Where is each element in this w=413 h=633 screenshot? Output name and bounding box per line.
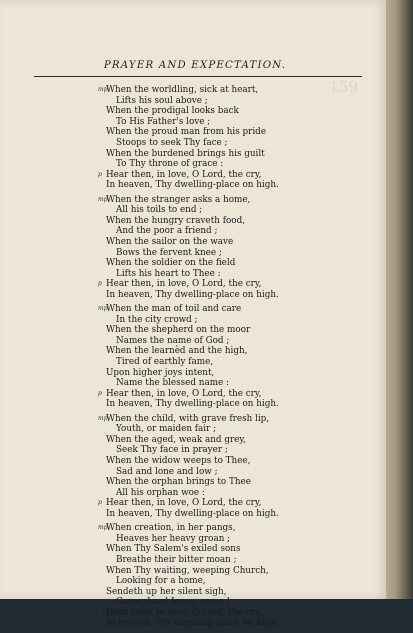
verse-line <box>106 205 356 216</box>
verse-line <box>106 378 356 389</box>
verse-line <box>106 435 356 446</box>
verse-line-text: Stoops to seek Thy face ; <box>116 137 228 148</box>
dynamic-marking: mp <box>98 86 108 93</box>
verse-line <box>106 566 356 577</box>
verse-line <box>106 258 356 269</box>
verse-line <box>106 509 356 520</box>
verse-line-text: Come, Lord Jesus, come ! <box>116 597 231 608</box>
verse-line-text: When the hungry craveth food, <box>106 215 246 226</box>
verse-line <box>106 325 356 336</box>
verse-line-text: Hear then, in love, O Lord, the cry, <box>106 388 262 399</box>
dynamic-marking: p <box>98 499 102 507</box>
verse-line <box>98 523 356 534</box>
verse-line <box>106 149 356 160</box>
verse-line <box>106 315 356 326</box>
verse-line-text: Bows the fervent knee ; <box>116 247 222 258</box>
verse-line-text: When the soldier on the field <box>106 258 236 269</box>
verse-line-text: When the sailor on the wave <box>106 236 234 247</box>
hymn-text <box>98 85 356 633</box>
verse-line <box>106 445 356 456</box>
verse-line-text: In heaven, Thy dwelling-place on high. <box>106 180 279 191</box>
verse-line-text: When the shepherd on the moor <box>106 325 251 336</box>
stanza <box>98 304 356 410</box>
verse-line-text: Lifts his soul above ; <box>116 95 208 106</box>
verse-line <box>106 248 356 259</box>
verse-line <box>106 336 356 347</box>
dynamic-marking: mp <box>98 305 108 313</box>
verse-line <box>98 194 356 206</box>
verse-line-text: When the aged, weak and grey, <box>106 434 246 445</box>
verse-line <box>106 587 356 598</box>
verse-line-text: Names the name of God ; <box>116 335 230 346</box>
verse-line-text: Youth, or maiden fair ; <box>116 424 217 435</box>
verse-line <box>98 169 356 181</box>
verse-line-text: Hear then, in love, O Lord, the cry, <box>106 607 262 618</box>
verse-line-text: When Thy waiting, weeping Church, <box>106 565 269 576</box>
verse-line <box>98 413 356 425</box>
header-rule <box>34 76 362 77</box>
verse-line-text: When the prodigal looks back <box>106 106 239 117</box>
verse-line-text: When the stranger asks a home, <box>106 194 251 205</box>
verse-line-text: In the city crowd ; <box>116 314 198 325</box>
verse-line-text: To Thy throne of grace : <box>116 159 224 170</box>
verse-line <box>106 138 356 149</box>
verse-line-text: When the proud man from his pride <box>106 127 267 138</box>
verse-line-text: Lifts his heart to Thee : <box>116 268 221 279</box>
dynamic-marking: mp <box>98 524 108 532</box>
verse-line <box>98 304 356 315</box>
verse-line <box>106 534 356 545</box>
dynamic-marking: mp <box>98 195 108 203</box>
verse-line <box>106 368 356 379</box>
verse-line <box>106 555 356 566</box>
verse-line-text: When creation, in her pangs, <box>106 523 236 534</box>
verse-line <box>106 127 356 138</box>
verse-line <box>106 159 356 170</box>
verse-line-text: Hear then, in love, O Lord, the cry, <box>106 279 262 290</box>
verse-line <box>106 117 356 128</box>
verse-line-text: When the man of toil and care <box>106 304 242 315</box>
verse-line-text: Looking for a home, <box>116 576 206 587</box>
verse-line-text: When the orphan brings to Thee <box>106 477 251 488</box>
stanza <box>98 85 356 191</box>
verse-line <box>106 226 356 237</box>
verse-line <box>98 388 356 400</box>
verse-line <box>106 399 356 410</box>
verse-line-text: Sad and lone and low ; <box>116 466 218 477</box>
verse-line <box>98 85 356 96</box>
verse-line <box>106 467 356 478</box>
verse-line <box>106 96 356 107</box>
verse-line <box>106 180 356 191</box>
dynamic-marking: p <box>98 170 102 178</box>
verse-line-text: Sendeth up her silent sigh, <box>106 586 227 597</box>
verse-line <box>106 456 356 467</box>
verse-line <box>106 357 356 368</box>
verse-line <box>106 269 356 280</box>
dynamic-marking: mp <box>98 414 108 422</box>
verse-line-text: When Thy Salem's exiled sons <box>106 544 241 555</box>
verse-line-text: When the worldling, sick at heart, <box>106 85 259 95</box>
verse-line-text: Upon higher joys intent, <box>106 367 215 378</box>
verse-line <box>106 618 356 629</box>
verse-line <box>106 544 356 555</box>
verse-line-text: Seek Thy face in prayer ; <box>116 445 228 456</box>
verse-line-text: All his toils to end ; <box>116 205 203 216</box>
verse-line-text: In heaven, Thy dwelling-place on high. <box>106 508 279 519</box>
verse-line-text: When the learnèd and the high, <box>106 346 248 357</box>
verse-line <box>106 237 356 248</box>
verse-line-text: Hear then, in love, O Lord, the cry, <box>106 169 262 180</box>
verse-line <box>106 477 356 488</box>
bleed-through-page-number: 159 <box>329 78 358 96</box>
verse-line <box>106 346 356 357</box>
verse-line-text: Heaves her heavy groan ; <box>116 533 231 544</box>
verse-line <box>106 106 356 117</box>
verse-line <box>106 424 356 435</box>
dynamic-marking: p <box>98 389 102 397</box>
verse-line <box>98 498 356 509</box>
verse-line-text: When the widow weeps to Thee, <box>106 455 251 466</box>
dynamic-marking: p <box>98 608 102 616</box>
verse-line-text: In heaven, Thy dwelling-place on high. <box>106 399 279 410</box>
verse-line-text: Hear then, in love, O Lord, the cry, <box>106 498 262 509</box>
verse-line-text: All his orphan woe : <box>116 487 205 498</box>
verse-line-text: In heaven, Thy dwelling-place on high. <box>106 289 279 300</box>
verse-line <box>106 216 356 227</box>
verse-line-text: Tired of earthly fame, <box>116 357 214 368</box>
verse-line-text: When the burdened brings his guilt <box>106 148 265 159</box>
stanza <box>98 194 356 301</box>
book-gutter <box>386 0 413 599</box>
verse-line-text: When the child, with grave fresh lip, <box>106 413 270 424</box>
verse-line <box>106 576 356 587</box>
verse-line-text: Breathe their bitter moan ; <box>116 554 237 565</box>
verse-line-text: Name the blessed name : <box>116 378 230 389</box>
verse-line <box>106 488 356 499</box>
dynamic-marking: p <box>98 280 102 288</box>
verse-line <box>98 607 356 619</box>
verse-line <box>98 279 356 290</box>
verse-line <box>106 290 356 301</box>
verse-line-text: And the poor a friend ; <box>116 226 218 237</box>
verse-line-text: In heaven, Thy dwelling-place on high. <box>106 618 279 629</box>
running-header: PRAYER AND EXPECTATION. <box>103 60 287 71</box>
stanza <box>98 523 356 629</box>
verse-line-text: To His Father's love ; <box>116 116 211 127</box>
stanza <box>98 413 356 520</box>
